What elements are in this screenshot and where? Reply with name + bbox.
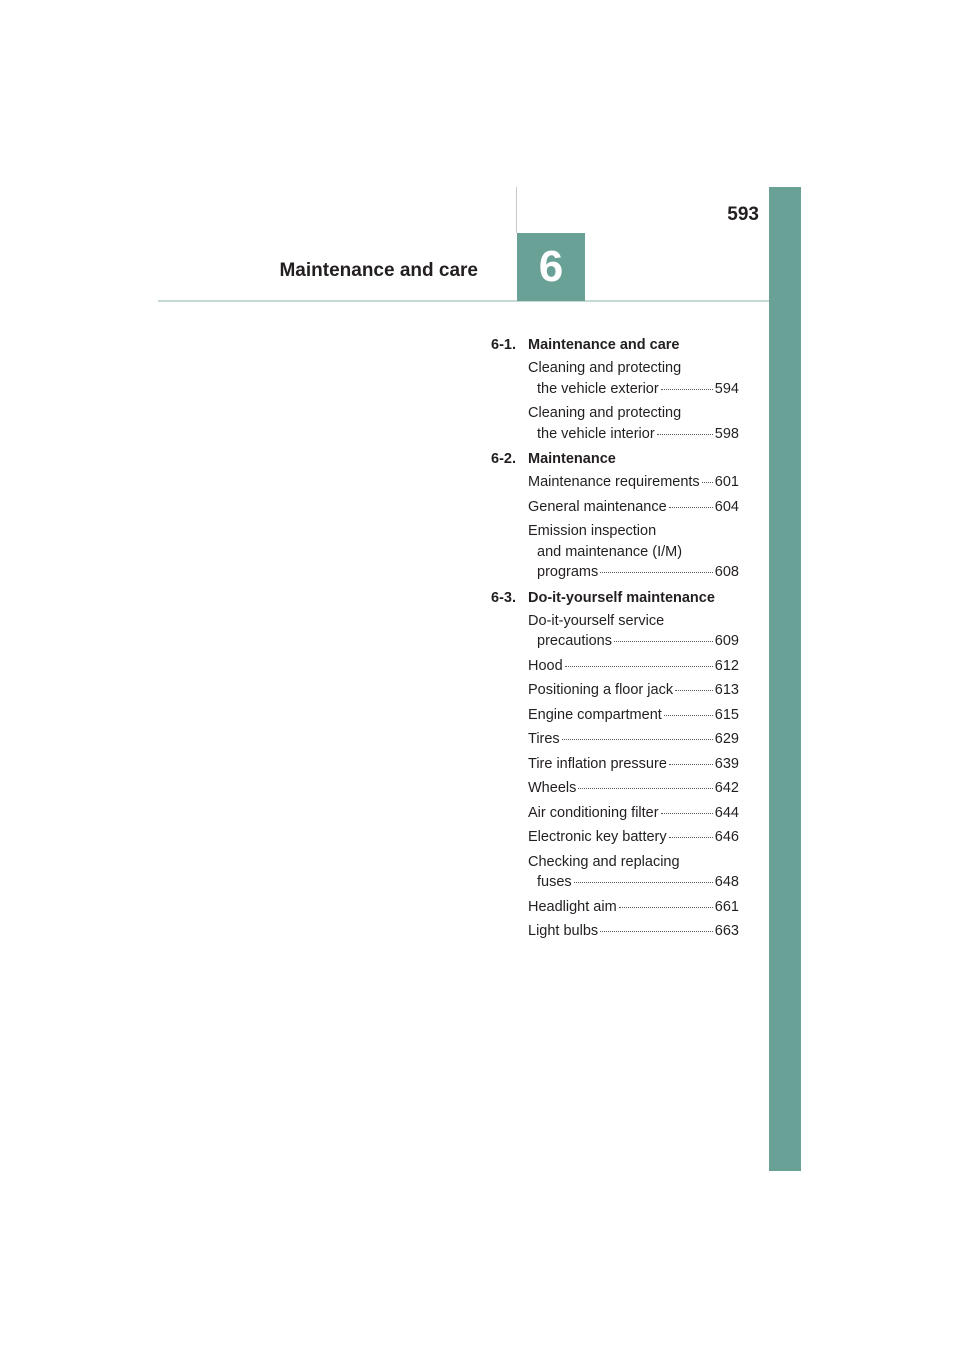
- toc-entry-page: 642: [714, 780, 739, 796]
- toc-entry-page: 615: [714, 706, 739, 723]
- toc-entry[interactable]: [528, 497, 739, 522]
- dot-leader: [562, 739, 713, 740]
- header-divider-vertical: [516, 187, 517, 233]
- toc-entry[interactable]: [528, 921, 739, 946]
- dot-leader: [578, 788, 712, 789]
- toc-entry-label: and maintenance (I/M): [537, 543, 683, 560]
- toc-entry-label: Electronic key battery: [528, 829, 667, 845]
- header-divider-horizontal: [158, 300, 769, 302]
- toc-entry[interactable]: [528, 521, 739, 587]
- toc-entry-page: 608: [714, 564, 739, 580]
- section-number: 6-1.: [491, 337, 516, 353]
- section-title: Maintenance: [528, 451, 616, 467]
- chapter-number-badge: 6: [517, 233, 585, 301]
- dot-leader: [657, 434, 713, 435]
- toc-entry-label: Emission inspection: [528, 523, 657, 539]
- dot-leader: [669, 837, 713, 838]
- toc-entry-label: Maintenance requirements: [528, 474, 700, 490]
- toc-entry-label: General maintenance: [528, 498, 667, 515]
- toc-entry-label: Hood: [528, 657, 563, 674]
- dot-leader: [702, 482, 713, 483]
- toc-section-heading[interactable]: [491, 587, 739, 611]
- toc-entry[interactable]: [528, 778, 739, 803]
- toc-entry-page: 609: [714, 633, 739, 649]
- toc-entry-label: Air conditioning filter: [528, 804, 659, 821]
- toc-entry-page: 646: [714, 829, 739, 845]
- toc-entry-page: 612: [714, 657, 739, 674]
- dot-leader: [619, 907, 713, 908]
- toc-entry[interactable]: [528, 827, 739, 852]
- section-title: Maintenance and care: [528, 337, 680, 353]
- toc-entry-page: 644: [714, 804, 739, 821]
- toc-entry-label: Cleaning and protecting: [528, 405, 682, 421]
- toc-entry-label: Light bulbs: [528, 923, 599, 939]
- toc-entry[interactable]: [528, 358, 739, 403]
- toc-entry[interactable]: [528, 852, 739, 897]
- toc-entry-label: Do-it-yourself service: [528, 612, 665, 629]
- dot-leader: [600, 931, 713, 932]
- toc-entry[interactable]: [528, 611, 739, 656]
- dot-leader: [669, 507, 713, 508]
- toc-entry[interactable]: [528, 680, 739, 705]
- toc-entry-label: Wheels: [528, 780, 577, 796]
- dot-leader: [675, 690, 713, 691]
- toc-entry-page: 601: [714, 474, 739, 490]
- dot-leader: [669, 764, 713, 765]
- dot-leader: [600, 572, 713, 573]
- toc-entry-label: Tires: [528, 731, 560, 747]
- toc-entry-label: the vehicle interior: [537, 425, 655, 442]
- toc-entry[interactable]: [528, 897, 739, 922]
- chapter-title: Maintenance and care: [279, 260, 478, 281]
- dot-leader: [664, 715, 713, 716]
- toc-entry-page: 604: [714, 498, 739, 515]
- dot-leader: [614, 641, 713, 642]
- toc-entry[interactable]: [528, 656, 739, 681]
- toc-entry-label: programs: [537, 564, 599, 580]
- toc-entry-page: 613: [714, 682, 739, 698]
- toc-entry-label: fuses: [537, 874, 572, 890]
- toc-entry[interactable]: [528, 472, 739, 497]
- page-number: 593: [727, 204, 759, 225]
- toc-entry-label: the vehicle exterior: [537, 380, 659, 397]
- toc-entry-label: Engine compartment: [528, 706, 662, 723]
- toc-entry-page: 648: [714, 874, 739, 890]
- toc-entry-label: Checking and replacing: [528, 853, 680, 870]
- toc-entry-page: 629: [714, 731, 739, 747]
- section-title: Do-it-yourself maintenance: [528, 589, 715, 606]
- toc-entry-page: 639: [714, 755, 739, 772]
- toc-entry[interactable]: [528, 403, 739, 448]
- toc-entry-label: Tire inflation pressure: [528, 755, 667, 772]
- toc-entry-page: 598: [714, 425, 739, 442]
- table-of-contents: [491, 334, 739, 946]
- section-number: 6-3.: [491, 589, 516, 606]
- dot-leader: [661, 389, 713, 390]
- toc-section-heading[interactable]: [491, 448, 739, 472]
- dot-leader: [565, 666, 713, 667]
- toc-entry-label: Headlight aim: [528, 898, 617, 915]
- toc-entry-label: Positioning a floor jack: [528, 682, 674, 698]
- toc-entry[interactable]: [528, 754, 739, 779]
- toc-entry[interactable]: [528, 705, 739, 730]
- dot-leader: [661, 813, 713, 814]
- toc-entry-label: Cleaning and protecting: [528, 360, 682, 376]
- toc-entry-page: 594: [714, 380, 739, 397]
- section-number: 6-2.: [491, 451, 516, 467]
- dot-leader: [574, 882, 713, 883]
- toc-entry-page: 663: [714, 923, 739, 939]
- toc-section-heading[interactable]: [491, 334, 739, 358]
- toc-entry[interactable]: [528, 803, 739, 828]
- toc-entry-label: precautions: [537, 633, 612, 649]
- chapter-side-tab: [769, 187, 801, 1171]
- toc-entry-page: 661: [714, 898, 739, 915]
- toc-entry[interactable]: [528, 729, 739, 754]
